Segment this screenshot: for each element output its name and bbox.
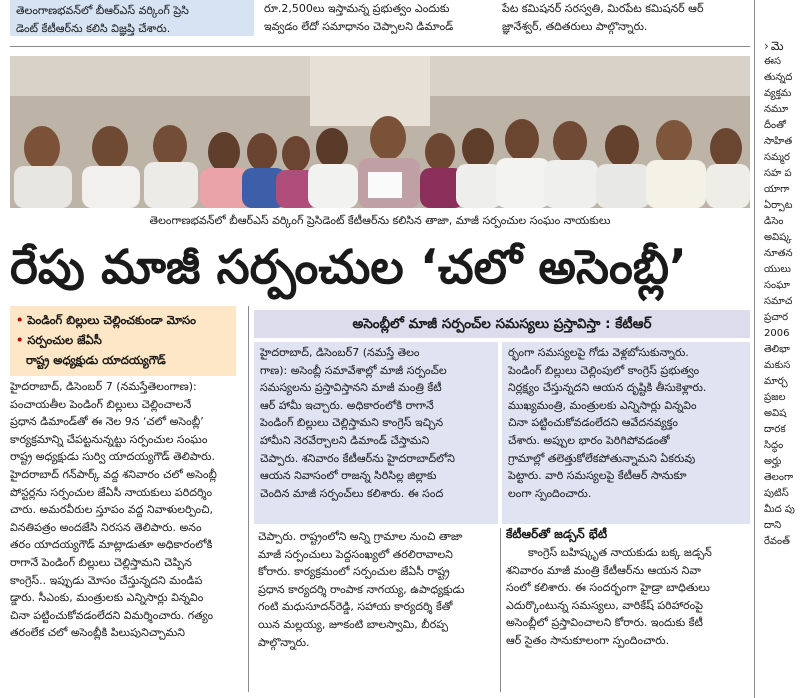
text-line: డ్డారు. సీఎంకు, మంత్రులకు ఎన్నిసార్లు విన్నవిం — [10, 591, 204, 605]
highlight-item: • సర్పంచుల జేఏసీ — [16, 330, 230, 350]
column-divider — [500, 528, 501, 692]
text-line: దారక — [764, 424, 786, 435]
text-line: తరం యాదయ్యగౌడ్ మాట్లాడుతూ అధికారంలోకి — [10, 538, 213, 552]
text-line: కోరారు. కార్యక్రమంలో సర్పంచుల జేఏసీ రాష్ట్ర — [258, 565, 450, 579]
column-divider — [248, 306, 249, 692]
adjacent-heading-text: మె — [770, 39, 784, 53]
page-title: రేపు మాజీ సర్పంచుల ‘చలో అసెంబ్లీ’ — [10, 240, 687, 295]
text-line: యిన మల్లయ్య, జూకంటి బాలస్వామి, బీరప్ప — [258, 617, 449, 631]
text-line: కాంగ్రెస్.. ఇప్పుడు మోసం చేస్తున్నదని మండిప — [10, 573, 203, 587]
text-line: పాల్గొన్నారు. — [258, 635, 310, 649]
text-line: చెప్పారు. రాష్ట్రంలోని అన్ని గ్రామాల నుంచి తాజా — [258, 530, 463, 543]
text-line: ఎదుర్కొంటున్న సమస్యలు, వారికేష్ పరిహారంపై — [506, 598, 703, 612]
text-line: అవిష్క — [764, 232, 792, 243]
highlight-item: • పెండింగ్ బిల్లులు చెల్లించకుండా మోసం — [16, 310, 230, 330]
text-line: సాహిత — [764, 136, 793, 147]
text-line: సంలో కలిశారు. ఈ సందర్భంగా హైడ్రా బాధితులు — [506, 581, 710, 595]
text-line: గాణ): అసెంబ్లీ సమావేశాల్లో మాజీ సర్పంచ్‌ల — [260, 363, 447, 377]
text-line: కాంగ్రెస్ బహిష్కృత నాయకుడు బక్క జడ్సన్ — [528, 546, 712, 559]
group-photo-illustration — [10, 56, 750, 208]
text-line: ఏర్పాట — [764, 200, 793, 211]
text-line: యాగా — [764, 184, 790, 195]
text-line: మకుస — [764, 360, 791, 371]
text-line: గ్రామాల్లో తలెత్తుకోలేకపోతున్నామని ఏకరువు — [508, 451, 696, 465]
text-line: దీంతో — [764, 120, 786, 131]
chevron-right-icon: › — [764, 39, 769, 53]
text-line: హామీని నెరవేర్చాలని డిమాండ్ చేస్తామని — [260, 433, 430, 447]
text-line: రాగానే పెండింగ్ బిల్లులు చెల్లిస్తామని చెప్పిన — [10, 555, 192, 569]
text-line: హైదరాబాద్, డిసెంబర్ 7 (నమస్తేతెలంగాణ): — [10, 380, 197, 393]
text-line: రాష్ట్ర అధ్యక్షుడు సుర్వి యాదయ్యగౌడ్ తెలిపారు. — [10, 450, 215, 464]
text-line: హైదరాబాద్ గన్‌పార్క్ వద్ద శనివారం చలో అసెంబ్లీ — [10, 467, 217, 481]
text-line: ప్రజల — [764, 392, 786, 403]
text-line: ర్భంగా సమస్యలపై గోడు వెళ్లబోసుకున్నారు. — [508, 346, 689, 359]
top-left-article-snippet — [10, 0, 254, 36]
text-line: వినతిపత్రం అందజేసి నిరసన తెలిపారు. అనం — [10, 520, 202, 534]
text-line: శనివారం మాజీ మంత్రి కేటీఆర్‌ను ఆయన నివా — [506, 563, 701, 577]
text-line: లంగా స్పందించారు. — [508, 486, 592, 500]
highlight-item: రాష్ట్ర అధ్యక్షుడు యాదయ్యగౌడ్ — [26, 353, 166, 367]
text-line: తెలంగా — [764, 472, 794, 483]
text-line: చినా పట్టించుకోవడంలేదని ఆవేదనవ్యక్తం — [508, 416, 678, 430]
text-line: నమూ — [764, 104, 789, 115]
text-line: సమ్మర — [764, 152, 790, 163]
text-line: నూతన — [764, 248, 793, 259]
text-line: తెలిభా — [764, 344, 790, 355]
text-line: మీద పు — [764, 504, 795, 515]
text-line: ఆయన నివాసంలో రాజన్న సిరిసిల్ల జిల్లాకు — [260, 469, 437, 483]
side-story-title: కేటీఆర్‌తో జడ్సన్ భేటీ — [506, 527, 608, 541]
text-line: పెండింగ్ బిల్లులు చెల్లింపులో కాంగ్రెస్ ప్రభుత్వం — [508, 363, 700, 377]
top-right-article-snippet — [500, 0, 750, 40]
news-photo — [10, 56, 750, 208]
text-line: పెట్టారు. వారి సమస్యలపై కేటీఆర్ సానుకూ — [508, 469, 687, 483]
text-line: పెండింగ్ బిల్లులు చెల్లిస్తామని కాంగ్రెస్ ఇచ్చిన — [260, 416, 444, 430]
adjacent-article-fragment — [758, 38, 800, 678]
text-line: ముఖ్యమంత్రి, మంత్రులకు ఎన్నిసార్లు విన్నవిం — [508, 398, 697, 412]
text-line: చెప్పారు. శనివారం కేటీఆర్‌ను హైదరాబాద్‌లోని — [260, 451, 455, 465]
photo-caption: తెలంగాణభవన్‌లో బీఆర్‌ఎస్ వర్కింగ్ ప్రెసిడెంట్ కేటీఆర్‌ను కలిసిన తాజా, మాజీ సర్పంచుల సంఘం నాయకులు — [149, 214, 611, 227]
text-line: సమస్యలను ప్రస్తావిస్తానని మాజీ మంత్రి కేటీ — [260, 381, 442, 395]
text-line: హైదరాబాద్, డిసెంబర్7 (నమస్తే తెలం — [260, 346, 420, 359]
text-line: రేవంత్ — [764, 536, 790, 547]
text-line: ప్రధాన డిమాండ్‌తో ఈ నెల 9న ‘చలో అసెంబ్లీ’ — [10, 415, 204, 429]
main-article-body — [10, 378, 246, 690]
sub-article-body-left — [254, 342, 498, 524]
text-line: అవిష — [764, 408, 787, 419]
text-line: పేట కమిషనర్ సరస్వతి, మిరపేట కమిషనర్ ఆర్ — [502, 2, 704, 15]
text-line: నిర్లక్ష్యం చేస్తున్నదని ఆయన దృష్టికి తీసుకెళ్లారు. — [508, 381, 707, 395]
text-line: ఆర్ హామీ ఇచ్చారు. అధికారంలోకి రాగానే — [260, 398, 434, 412]
text-line: అర్హు — [764, 456, 782, 467]
adjacent-article-lines — [764, 54, 800, 550]
page-column-divider — [754, 0, 755, 698]
text-line: వ్యక్తమ — [764, 88, 792, 99]
text-line: యులు — [764, 264, 791, 275]
text-line: సమాచ — [764, 296, 793, 307]
divider — [10, 46, 750, 47]
text-line: పంచాయతీల పెండింగ్ బిల్లులు చెల్లించాలనే — [10, 397, 192, 411]
text-line: మాజీ సర్పంచులు పెద్దసంఖ్యలో తరలిరావాలని — [258, 547, 453, 561]
text-line: జ్ఞానేశ్వర్, తదితరులు పాల్గొన్నారు. — [502, 19, 648, 33]
text-line: డెంట్ కేటీఆర్‌ను కలిసి విజ్ఞప్తి చేశారు. — [16, 21, 171, 35]
text-line: గంటి మధుసూదన్‌రెడ్డి, సహాయ కార్యదర్శి కేతో — [258, 600, 453, 614]
text-line: చెందిన మాజీ సర్పంచ్‌లు కలిశారు. ఈ సంద — [260, 486, 444, 500]
highlights-box — [10, 306, 236, 376]
text-line: ఆర్ సైతం సానుకూలంగా స్పందించారు. — [506, 633, 670, 647]
text-line: పోస్టర్లను సర్పంచుల జేఏసీ నాయకులు పరిదర్శిం — [10, 485, 213, 499]
text-line: ఈస — [764, 56, 781, 67]
text-line: చినా పట్టించుకోవడంలేదని విమర్శించారు. గత్యం — [10, 608, 214, 622]
main-article-continuation — [254, 528, 498, 692]
text-line: ప్రధాన కార్యదర్శి రాంపాక నాగయ్య, ఉపాధ్యక్షుడు — [258, 582, 465, 596]
text-line: తెలంగాణభవన్‌లో బీఆర్‌ఎస్ వర్కింగ్ ప్రెసి — [16, 4, 189, 17]
text-line: అసెంబ్లీలో ప్రస్తావించాలని కోరారు. ఇందుకు కేటీ — [506, 616, 703, 630]
text-line: తరంలేక చలో అసెంబ్లీకి పిలుపునిచ్చామని — [10, 626, 185, 640]
text-line: ఇవ్వడం లేదో సమాధానం చెప్పాలని డిమాండ్ — [264, 19, 454, 33]
text-line: కార్యక్రమాన్ని చేపట్టనున్నట్టు సర్పంచుల సంఘం — [10, 432, 208, 446]
text-line: సంఘా — [764, 280, 790, 291]
text-line: మార్చ — [764, 376, 788, 387]
top-middle-article-snippet — [262, 0, 494, 40]
text-line: సిద్ధం — [764, 440, 784, 451]
text-line: 2006 — [764, 328, 790, 339]
adjacent-article-heading — [764, 38, 800, 54]
text-line: తున్నద — [764, 72, 793, 83]
text-line: పుటిస్ — [764, 488, 789, 499]
text-line: రూ.2,500లు ఇస్తామన్న ప్రభుత్వం ఎందుకు — [264, 2, 450, 15]
sub-article-headline: అసెంబ్లీలో మాజీ సర్పంచ్‌ల సమస్యలు ప్రస్తావిస్తా : కేటీఆర్ — [254, 310, 750, 338]
sub-article-body-right — [502, 342, 750, 524]
text-line: ప్రచార — [764, 312, 789, 323]
text-line: డిసెం — [764, 216, 784, 227]
text-line: చేశారు. అప్పుల భారం పెరిగిపోవడంతో — [508, 433, 670, 447]
text-line: సహ ప — [764, 168, 792, 179]
text-line: చారు. అమరవీరుల స్తూపం వద్ద నివాళులర్పించి, — [10, 503, 214, 517]
side-story-body — [502, 544, 750, 692]
text-line: దాని — [764, 520, 782, 531]
